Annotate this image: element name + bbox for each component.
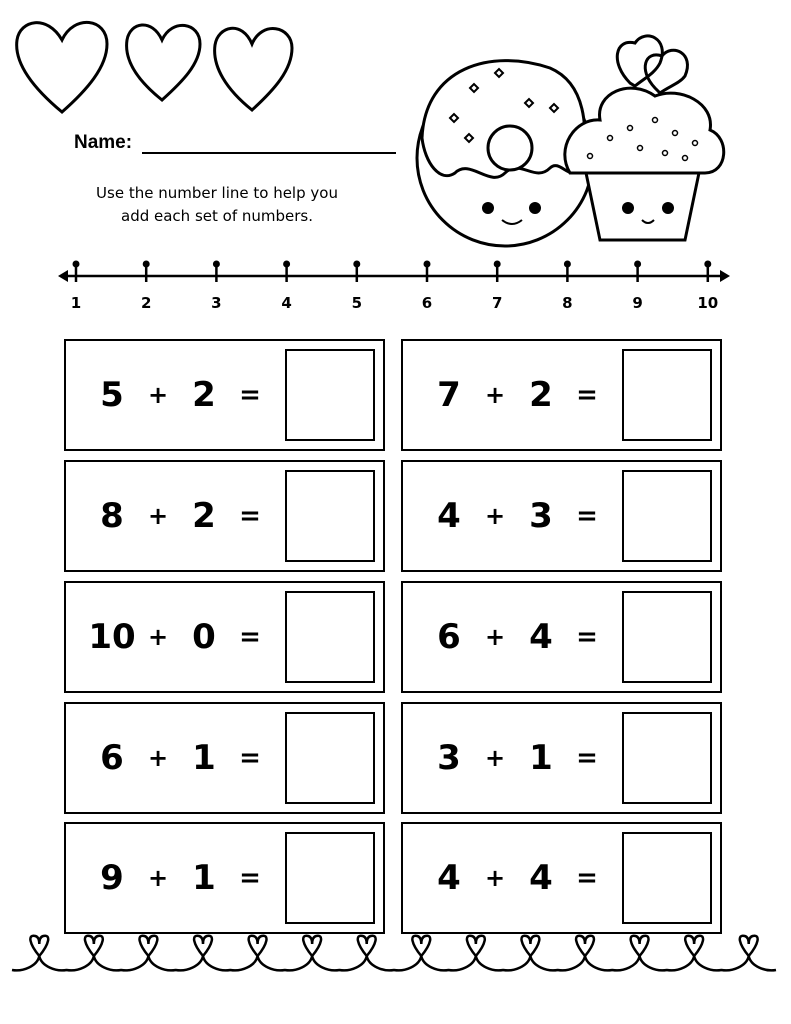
number-line-ticks	[71, 261, 718, 313]
instructions-line-1: Use the number line to help you	[96, 184, 338, 202]
answer-box[interactable]	[285, 712, 375, 804]
operand-b: 1	[192, 738, 216, 778]
answer-box[interactable]	[285, 470, 375, 562]
number-line-label: 9	[632, 294, 643, 312]
problem-card	[64, 339, 385, 451]
operand-a: 4	[437, 496, 461, 536]
operand-a: 9	[100, 858, 124, 898]
operand-a: 6	[100, 738, 124, 778]
equation	[403, 341, 623, 449]
problem-card	[64, 822, 385, 934]
equals-sign: =	[576, 501, 598, 531]
plus-sign: +	[484, 502, 506, 530]
operand-b: 0	[192, 617, 216, 657]
operand-a: 10	[88, 617, 136, 657]
number-line-label: 1	[70, 294, 82, 312]
operand-a: 8	[100, 496, 124, 536]
equation	[403, 824, 623, 932]
number-line-label: 2	[140, 294, 152, 312]
number-line-label: 5	[351, 294, 363, 312]
operand-b: 3	[529, 496, 553, 536]
equation	[66, 462, 286, 570]
instructions	[62, 182, 372, 228]
equals-sign: =	[239, 501, 261, 531]
operand-a: 4	[437, 858, 461, 898]
problem-card	[64, 702, 385, 814]
answer-box[interactable]	[622, 349, 712, 441]
operand-b: 2	[529, 375, 553, 415]
name-line[interactable]	[142, 134, 396, 154]
plus-sign: +	[484, 623, 506, 651]
problem-card	[401, 581, 722, 693]
operand-b: 2	[192, 375, 216, 415]
equals-sign: =	[239, 743, 261, 773]
equals-sign: =	[239, 380, 261, 410]
operand-b: 4	[529, 858, 553, 898]
plus-sign: +	[484, 381, 506, 409]
equals-sign: =	[239, 622, 261, 652]
answer-box[interactable]	[285, 591, 375, 683]
operand-a: 7	[437, 375, 461, 415]
problem-card	[64, 581, 385, 693]
operand-b: 4	[529, 617, 553, 657]
number-line	[0, 250, 791, 320]
plus-sign: +	[147, 381, 169, 409]
donut-cupcake-illustration-icon	[410, 8, 730, 248]
equation	[403, 583, 623, 691]
equation	[66, 704, 286, 812]
name-label: Name:	[74, 132, 133, 153]
instructions-line-2: add each set of numbers.	[121, 207, 313, 225]
hearts-border-icon	[0, 930, 791, 990]
plus-sign: +	[147, 744, 169, 772]
number-line-label: 7	[491, 294, 503, 312]
answer-box[interactable]	[622, 470, 712, 562]
problem-card	[401, 460, 722, 572]
number-line-label: 8	[562, 294, 573, 312]
problem-card	[401, 339, 722, 451]
problem-card	[64, 460, 385, 572]
operand-a: 6	[437, 617, 461, 657]
answer-box[interactable]	[285, 832, 375, 924]
equals-sign: =	[576, 743, 598, 773]
answer-box[interactable]	[622, 712, 712, 804]
equation	[403, 704, 623, 812]
equals-sign: =	[576, 622, 598, 652]
number-line-label: 10	[697, 294, 719, 312]
answer-box[interactable]	[622, 832, 712, 924]
equals-sign: =	[239, 863, 261, 893]
plus-sign: +	[147, 502, 169, 530]
answer-box[interactable]	[622, 591, 712, 683]
operand-b: 1	[192, 858, 216, 898]
operand-a: 3	[437, 738, 461, 778]
equals-sign: =	[576, 380, 598, 410]
problem-card	[401, 702, 722, 814]
equals-sign: =	[576, 863, 598, 893]
equation	[403, 462, 623, 570]
operand-b: 1	[529, 738, 553, 778]
number-line-label: 4	[281, 294, 292, 312]
problem-card	[401, 822, 722, 934]
hearts-decoration-icon	[12, 12, 302, 122]
plus-sign: +	[147, 864, 169, 892]
equation	[66, 341, 286, 449]
operand-b: 2	[192, 496, 216, 536]
equation	[66, 583, 286, 691]
number-line-label: 3	[211, 294, 222, 312]
answer-box[interactable]	[285, 349, 375, 441]
equation	[66, 824, 286, 932]
plus-sign: +	[147, 623, 169, 651]
plus-sign: +	[484, 864, 506, 892]
operand-a: 5	[100, 375, 124, 415]
number-line-label: 6	[421, 294, 433, 312]
plus-sign: +	[484, 744, 506, 772]
name-field[interactable]	[74, 132, 396, 154]
